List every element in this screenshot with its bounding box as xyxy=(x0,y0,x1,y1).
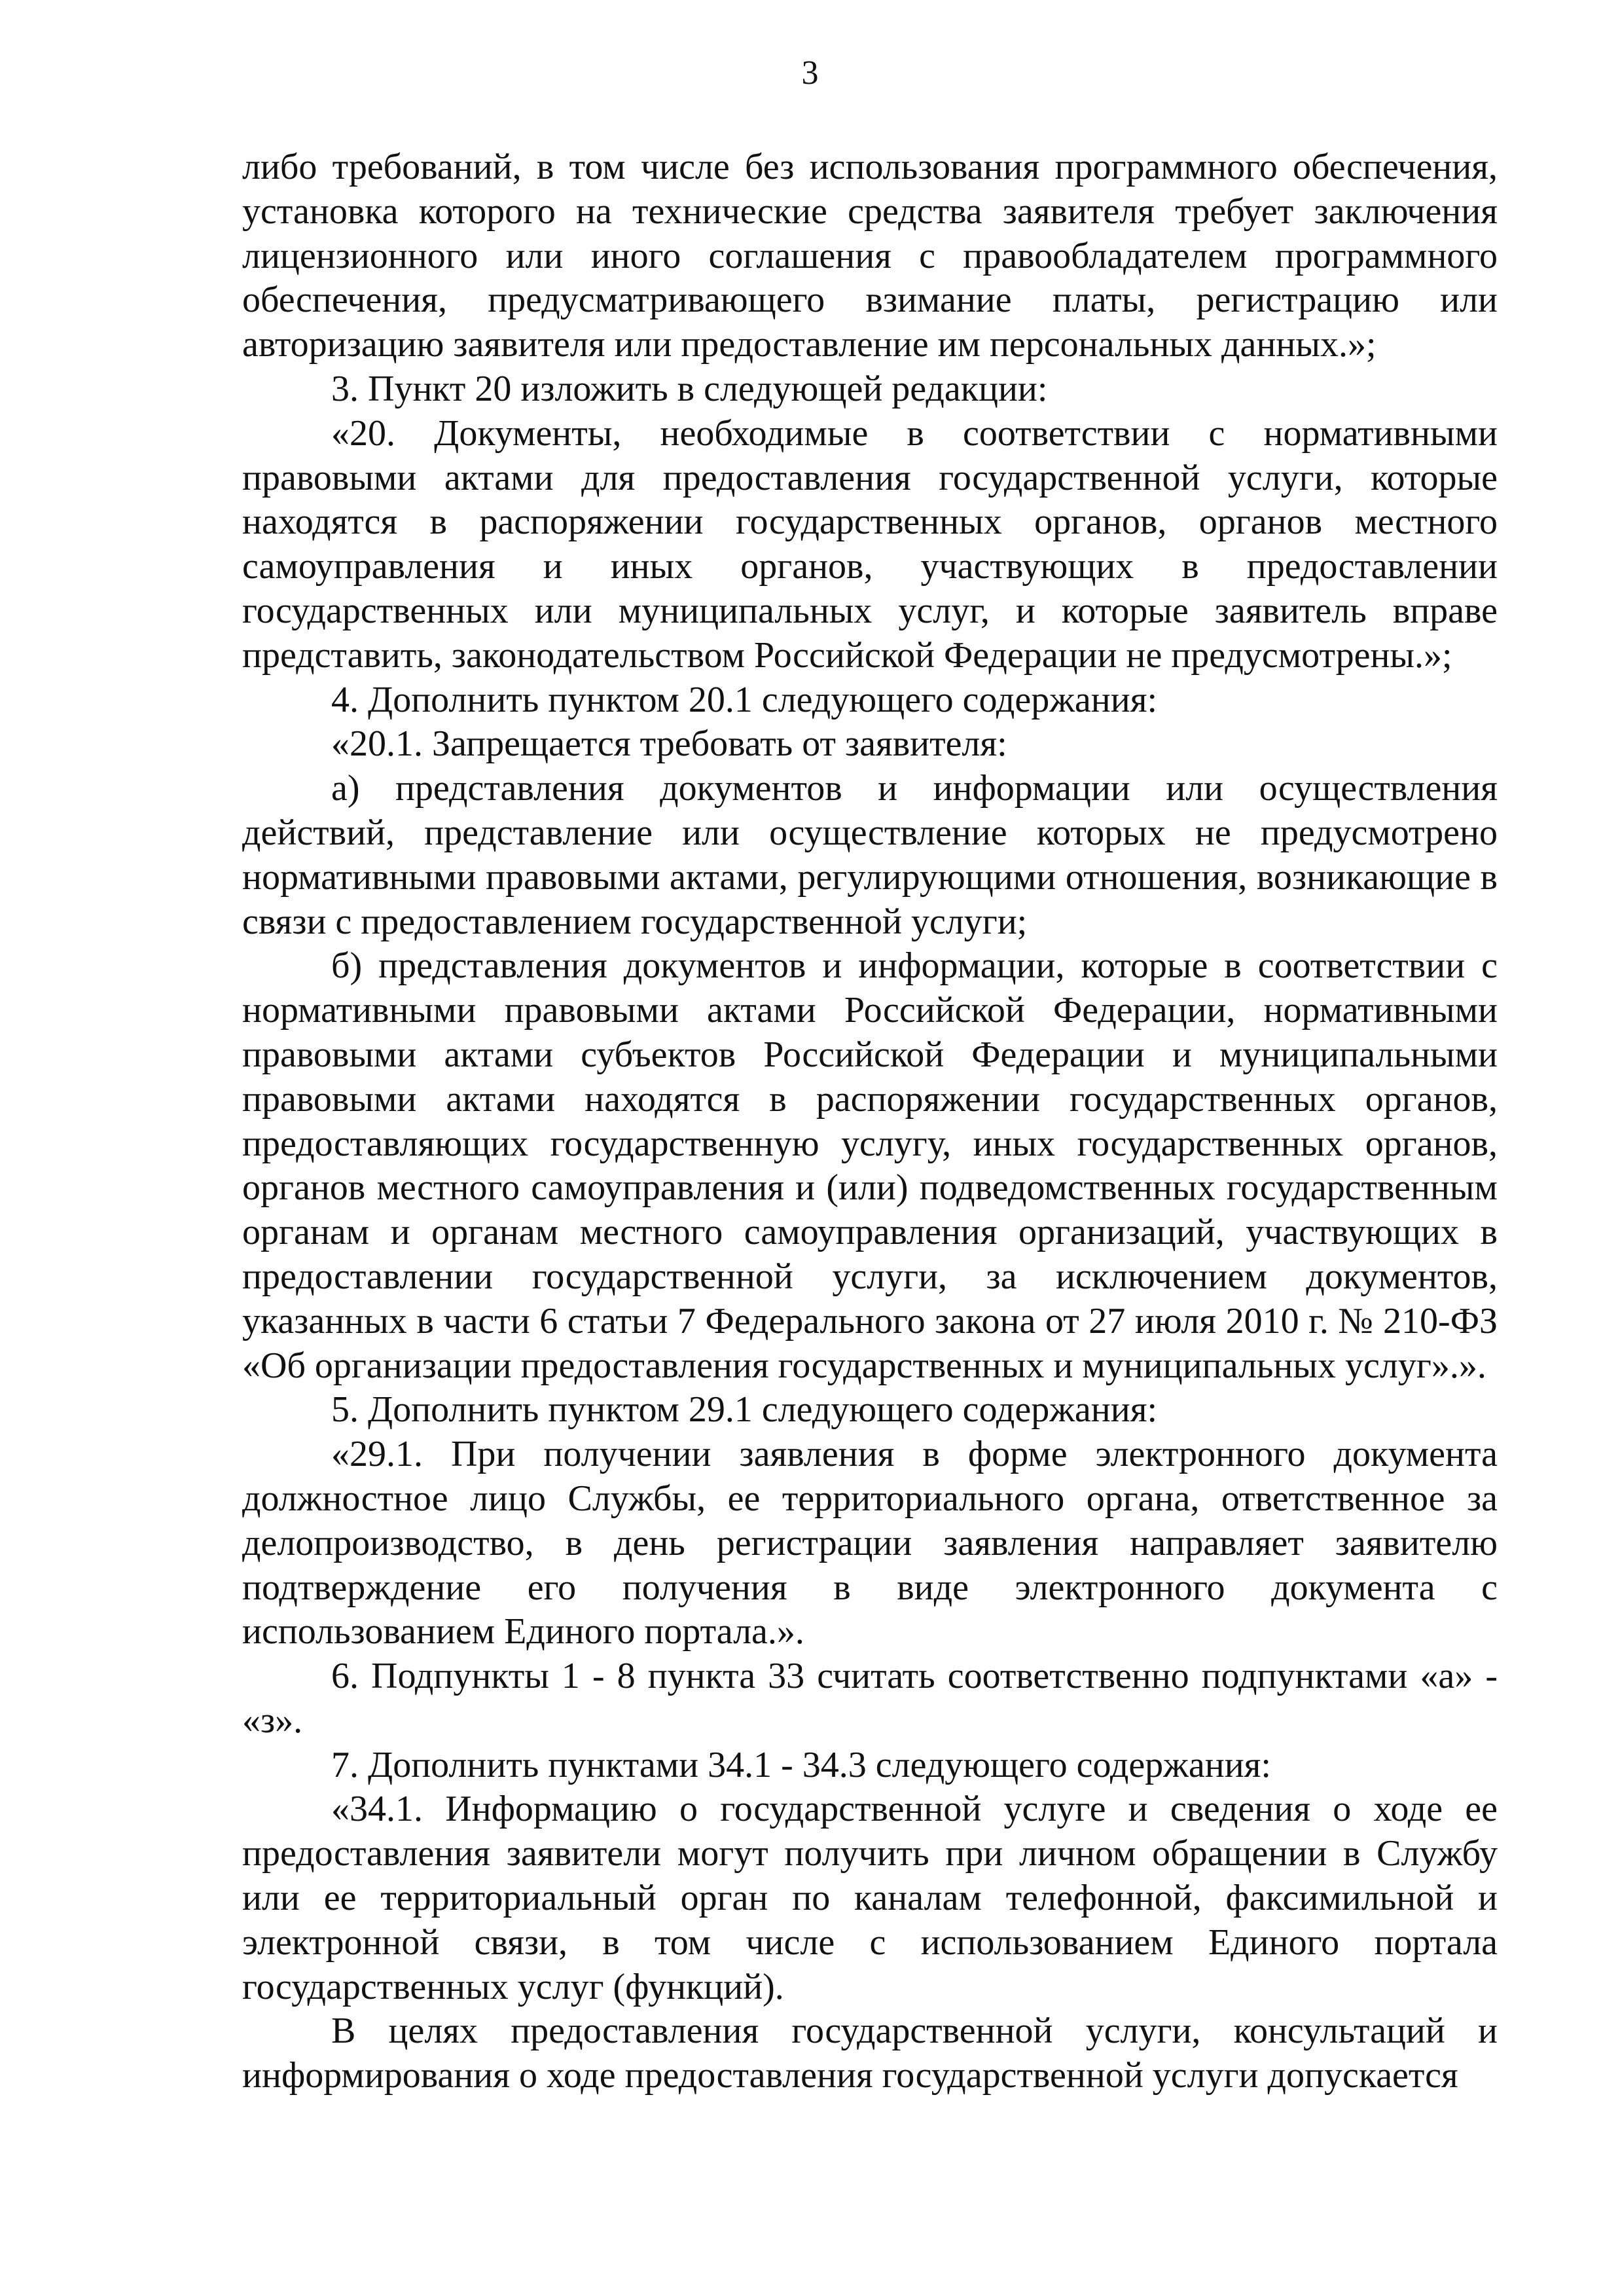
page-number: 3 xyxy=(801,54,819,92)
document-body xyxy=(242,145,1498,2098)
paragraph-clause-20-1: «20.1. Запрещается требовать от заявителя: xyxy=(331,723,1007,765)
paragraph-item-4: 4. Дополнить пунктом 20.1 следующего содержания: xyxy=(331,679,1158,720)
paragraph-clause-29-1: «29.1. При получении заявления в форме электронного документа должностное лицо Службы, ее территориального органа, ответственное за делопроизводство, в день регистрации заявления направляет заявителю подтверждение его получения в виде электронного документа с использованием Единого портала.». xyxy=(242,1434,1498,1652)
paragraph-item-6: 6. Подпункты 1 - 8 пункта 33 считать соответственно подпунктами «а» - «з». xyxy=(242,1656,1498,1741)
paragraph-subclause-b: б) представления документов и информации, которые в соответствии с нормативными правовыми актами Российской Федерации, нормативными правовыми актами субъектов Российской Федерации и муниципальными правовыми актами находятся в распоряжении государственных органов, предоставляющих государственную услугу, иных государственных органов, органов местного самоуправления и (или) подведомственных государственным органам и органам местного самоуправления организаций, участвующих в предоставлении государственной услуги, за исключением документов, указанных в части 6 статьи 7 Федерального закона от 27 июля 2010 г. № 210-ФЗ «Об организации предоставления государственных и муниципальных услуг».». xyxy=(242,945,1498,1386)
paragraph-item-5: 5. Дополнить пунктом 29.1 следующего содержания: xyxy=(331,1389,1158,1430)
paragraph-clause-20: «20. Документы, необходимые в соответствии с нормативными правовыми актами для предоставления государственной услуги, которые находятся в распоряжении государственных органов, органов местного самоуправления и иных органов, участвующих в предоставлении государственных или муниципальных услуг, и которые заявитель вправе представить, законодательством Российской Федерации не предусмотрены.»; xyxy=(242,412,1498,676)
paragraph-item-3: 3. Пункт 20 изложить в следующей редакции: xyxy=(331,368,1048,409)
paragraph-clause-34-1: «34.1. Информацию о государственной услуге и сведения о ходе ее предоставления заявители могут получить при личном обращении в Службу или ее территориальный орган по каналам телефонной, факсимильной и электронной связи, в том числе с использованием Единого портала государственных услуг (функций). xyxy=(242,1789,1498,2007)
paragraph-final: В целях предоставления государственной услуги, консультаций и информирования о ходе предоставления государственной услуги допускается xyxy=(242,2011,1498,2096)
paragraph-item-7: 7. Дополнить пунктами 34.1 - 34.3 следующего содержания: xyxy=(331,1744,1271,1785)
paragraph-subclause-a: а) представления документов и информации или осуществления действий, представление или осуществление которых не предусмотрено нормативными правовыми актами, регулирующими отношения, возникающие в связи с предоставлением государственной услуги; xyxy=(242,768,1498,942)
paragraph-continuation: либо требований, в том числе без использования программного обеспечения, установка которого на технические средства заявителя требует заключения лицензионного или иного соглашения с правообладателем программного обеспечения, предусматривающего взимание платы, регистрацию или авторизацию заявителя или предоставление им персональных данных.»; xyxy=(242,147,1498,365)
